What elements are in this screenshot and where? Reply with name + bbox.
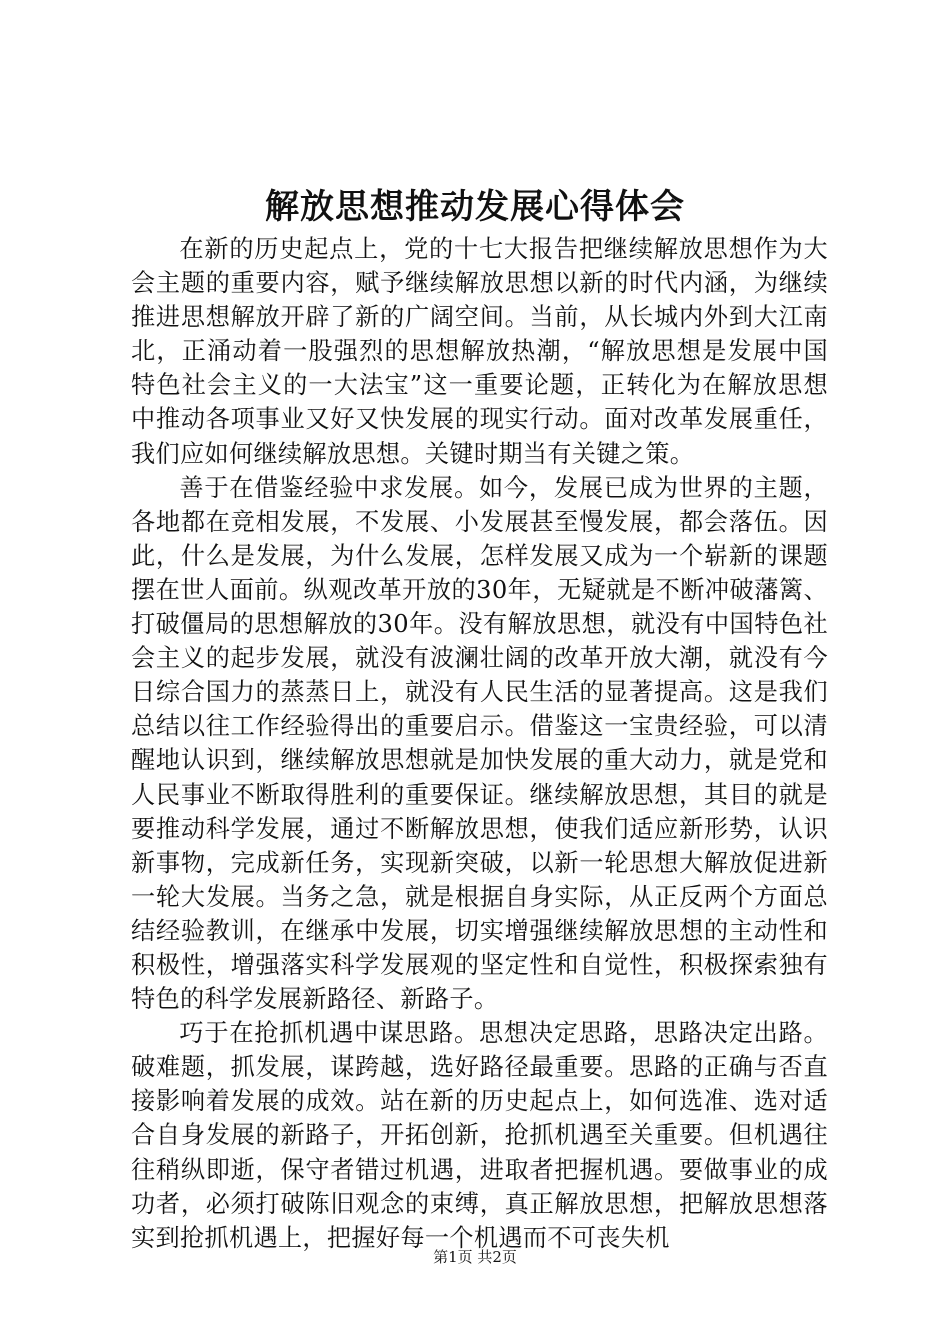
paragraph-3: 巧于在抢抓机遇中谋思路。思想决定思路，思路决定出路。破难题，抓发展，谋跨越，选好路径最重要。思路的正确与否直接影响着发展的成效。站在新的历史起点上，如何选准、选对适合自身发展的新路子，开拓创新，抢抓机遇至关重要。但机遇往往稍纵即逝，保守者错过机遇，进取者把握机遇。要做事业的成功者，必须打破陈旧观念的束缚，真正解放思想，把解放思想落实到抢抓机遇上，把握好每一个机遇而不可丧失机	[131, 1019, 828, 1252]
paragraph-2: 善于在借鉴经验中求发展。如今，发展已成为世界的主题，各地都在竞相发展，不发展、小发展甚至慢发展，都会落伍。因此，什么是发展，为什么发展，怎样发展又成为一个崭新的课题摆在世人面前。纵观改革开放的30年，无疑就是不断冲破藩篱、打破僵局的思想解放的30年。没有解放思想，就没有中国特色社会主义的起步发展，就没有波澜壮阔的改革开放大潮，就没有今日综合国力的蒸蒸日上，就没有人民生活的显著提高。这是我们总结以往工作经验得出的重要启示。借鉴这一宝贵经验，可以清醒地认识到，继续解放思想就是加快发展的重大动力，就是党和人民事业不断取得胜利的重要保证。继续解放思想，其目的就是要推动科学发展，通过不断解放思想，使我们适应新形势，认识新事物，完成新任务，实现新突破，以新一轮思想大解放促进新一轮大发展。当务之急，就是根据自身实际，从正反两个方面总结经验教训，在继承中发展，切实增强继续解放思想的主动性和积极性，增强落实科学发展观的坚定性和自觉性，积极探索独有特色的科学发展新路径、新路子。	[131, 473, 828, 1014]
page-footer: 第1页 共2页	[433, 1248, 517, 1266]
document-body	[131, 232, 828, 1255]
paragraph-1: 在新的历史起点上，党的十七大报告把继续解放思想作为大会主题的重要内容，赋予继续解放思想以新的时代内涵，为继续推进思想解放开辟了新的广阔空间。当前，从长城内外到大江南北，正涌动着一股强烈的思想解放热潮，“解放思想是发展中国特色社会主义的一大法宝”这一重要论题，正转化为在解放思想中推动各项事业又好又快发展的现实行动。面对改革发展重任，我们应如何继续解放思想。关键时期当有关键之策。	[131, 235, 828, 468]
document-title: 解放思想推动发展心得体会	[265, 187, 685, 227]
